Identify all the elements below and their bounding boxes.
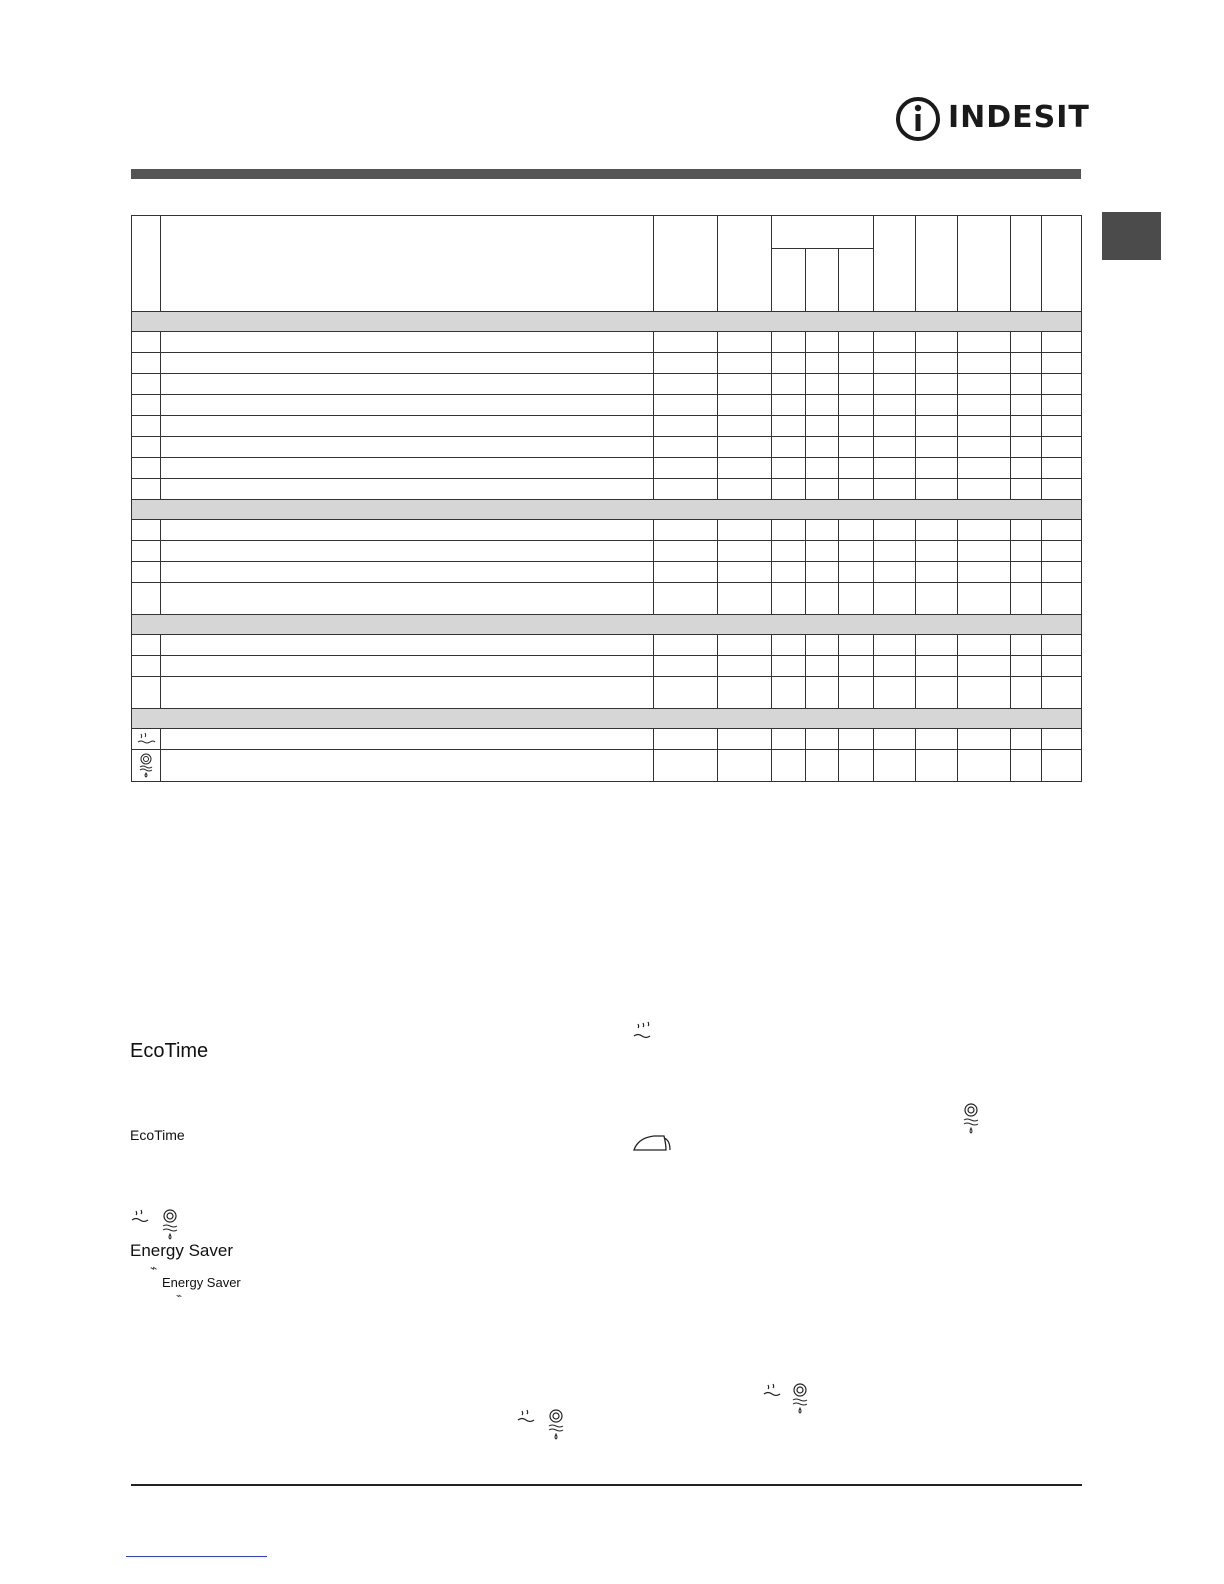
table-row xyxy=(132,395,1082,416)
spin-drain-icon xyxy=(132,752,160,780)
table-row xyxy=(132,583,1082,615)
header-rule xyxy=(131,169,1081,179)
language-tab xyxy=(1102,212,1161,260)
energy-saver-label-small: Energy Saver xyxy=(162,1275,241,1290)
programme-table xyxy=(131,215,1082,782)
table-row xyxy=(132,562,1082,583)
extra-rinse-icon xyxy=(632,1020,660,1044)
rinse-spin-icons-right xyxy=(762,1382,814,1416)
ecotime-label-small: EcoTime xyxy=(130,1127,185,1143)
table-row xyxy=(132,416,1082,437)
table-section-row xyxy=(132,709,1082,729)
table-row xyxy=(132,635,1082,656)
rinse-icon xyxy=(132,731,160,747)
table-row xyxy=(132,656,1082,677)
table-header-row xyxy=(132,216,1082,249)
table-row xyxy=(132,458,1082,479)
brand-name: INDESIT xyxy=(948,100,1090,135)
table-row xyxy=(132,520,1082,541)
spin-drain-icon-right xyxy=(960,1102,982,1138)
indesit-logo-icon xyxy=(895,96,943,144)
table-row xyxy=(132,750,1082,782)
table-section-row xyxy=(132,312,1082,332)
table-section-row xyxy=(132,615,1082,635)
iron-icon xyxy=(632,1130,674,1154)
table-section-row xyxy=(132,500,1082,520)
table-row xyxy=(132,479,1082,500)
ecotime-label-large: EcoTime xyxy=(130,1040,209,1062)
table-row xyxy=(132,541,1082,562)
table-row xyxy=(132,437,1082,458)
footer-link-underline[interactable] xyxy=(126,1556,267,1557)
table-row xyxy=(132,729,1082,750)
rinse-spin-icons-center xyxy=(516,1408,568,1444)
table-row xyxy=(132,332,1082,353)
energy-saver-label-large: Energy Saver xyxy=(130,1241,233,1260)
plug-icon: ⌁ xyxy=(150,1261,158,1275)
rinse-spin-icons xyxy=(130,1208,186,1244)
table-row xyxy=(132,353,1082,374)
table-row xyxy=(132,677,1082,709)
table-row xyxy=(132,374,1082,395)
footer-rule xyxy=(131,1484,1082,1486)
plug-icon-small: ⌁ xyxy=(176,1291,183,1302)
indesit-logo xyxy=(895,96,1090,144)
